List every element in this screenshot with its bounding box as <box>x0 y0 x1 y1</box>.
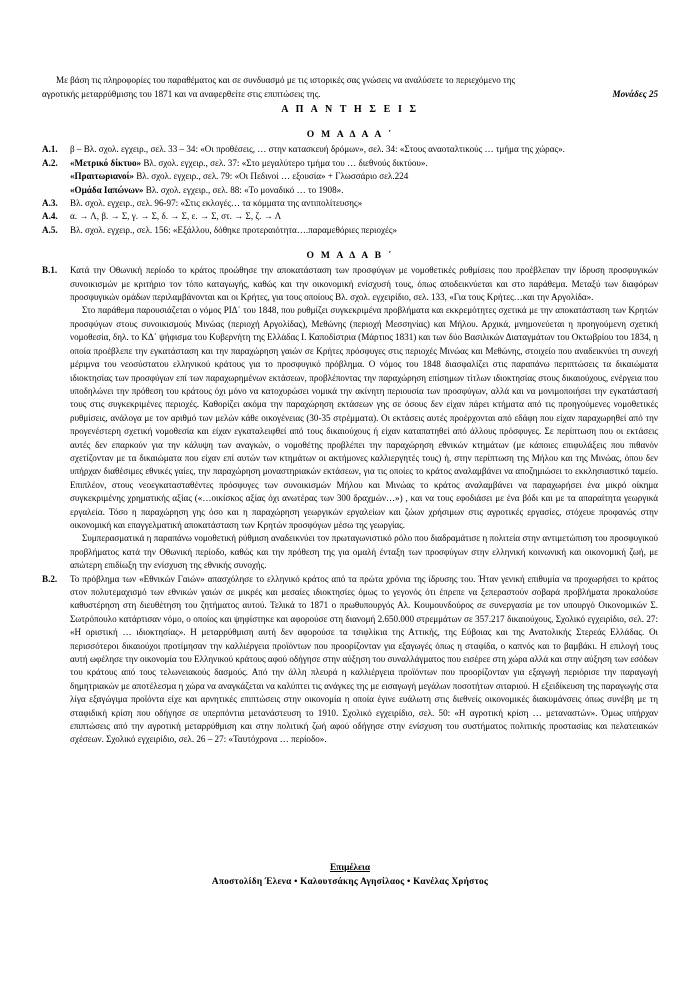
intro-line-2: αγροτικής μεταρρύθμισης του 1871 και να αναφερθείτε στις επιπτώσεις της. <box>42 89 321 100</box>
answer-label-a5: Α.5. <box>42 224 58 235</box>
intro-line-1: Με βάση τις πληροφορίες του παραθέματος και σε συνδυασμό με τις ιστορικές σας γνώσεις να αναλύσετε το περιεχόμενο της <box>56 75 516 85</box>
answer-a2-sub1-rest: Βλ. σχολ. εγχειρ., σελ. 79: «Οι Πεδινοί … εξουσία» + Γλωσσάριο σελ.224 <box>133 171 409 182</box>
answer-label-a4: Α.4. <box>42 211 58 222</box>
answer-item-a2-sub-2 <box>42 184 658 197</box>
answer-item-a2 <box>42 157 658 170</box>
units-label: Μονάδες 25 <box>612 89 658 100</box>
answer-item-a3 <box>42 197 658 210</box>
answer-label-b1: Β.1. <box>42 265 58 276</box>
answer-body-b1 <box>70 264 658 572</box>
answer-a2-sub1-term: «Πραιτωριανοί» <box>70 171 134 182</box>
answer-item-a5 <box>42 224 658 237</box>
answer-item-a2-sub-1 <box>42 170 658 183</box>
answer-label-a2: Α.2. <box>42 157 58 168</box>
answers-heading: Α Π Α Ν Τ Η Σ Ε Ι Σ <box>281 104 419 116</box>
answer-text-a5: Βλ. σχολ. εγχειρ., σελ. 156: «Εξάλλου, δόθηκε προτεραιότητα….παραμεθόριες περιοχές» <box>70 224 398 235</box>
answer-text-a3: Βλ. σχολ. εγχειρ., σελ. 96-97: «Στις εκλογές… τα κόμματα της αντιπολίτευσης» <box>70 198 363 209</box>
answer-label-a1: Α.1. <box>42 144 58 155</box>
footer-title: Επιμέλεια <box>329 863 371 873</box>
answer-a2-sub2-rest: Βλ. σχολ. εγχειρ., σελ. 88: «Το μοναδικό … το 1908». <box>143 184 344 195</box>
b1-paragraph-3: Συμπερασματικά η παραπάνω νομοθετική ρύθμιση αναδεικνύει τον πρωταγωνιστικό ρόλο που διαδραμάτισε η πολιτεία στην αντιμετώπιση του προσφυγικού προβλήματος κατά την Οθωνική περίοδο, καθώς και την πρόθεση της για ομαλή ένταξη των προσφύγων στην ελληνική κοινωνική και οικονομική ζωή, με απώτερη επιδίωξη την ενίσχυση της εθνικής συνοχής. <box>70 533 658 571</box>
intro-line-2-row <box>42 88 658 101</box>
b1-paragraph-1: Κατά την Οθωνική περίοδο το κράτος προώθησε την αποκατάσταση των προσφύγων με νομοθετικές ρυθμίσεις που προέβλεπαν την ίδρυση προσφυγικών συνοικισμών με κριτήριο τον τόπο καταγωγής, καθώς και την οικονομική ενίσχυσή τους, όπως αποδεικνύεται και στο παράθεμα. Μεταξύ των διαφόρων προσφυγικών ομάδων περιλαμβάνονται και οι Κρήτες, για τους οποίους Βλ. σχολ. εγχειρίδιο, σελ. 133, «Για τους Κρήτες…και την Αργολίδα». <box>70 265 658 303</box>
footer <box>42 863 658 887</box>
answer-label-a3: Α.3. <box>42 198 58 209</box>
answer-text-a4: α. → Λ, β. → Σ, γ. → Σ, δ. → Σ, ε. → Σ, στ. → Σ, ζ. → Λ <box>70 211 282 222</box>
answer-a2-term: «Μετρικό δίκτυο» <box>70 157 142 168</box>
group-a-heading: Ο Μ Α Δ Α Α ΄ <box>306 129 394 141</box>
answer-a2-rest: Βλ. σχολ. εγχειρ., σελ. 37: «Στο μεγαλύτερο τμήμα του … διεθνούς δικτύου». <box>141 157 428 168</box>
answer-a2-sub2-term: «Ομάδα Ιαπώνων» <box>70 184 144 195</box>
answer-item-b2 <box>42 573 658 747</box>
answer-item-b1 <box>42 264 658 572</box>
b1-paragraph-2: Στο παράθεμα παρουσιάζεται ο νόμος ΡΙΔ΄ του 1848, που ρυθμίζει συγκεκριμένα προβλήματα και εκκρεμότητες σχετικά με την αποκατάσταση των Κρητών προσφύγων στους συνοικισμούς Μινώας (περιοχή Αργολίδας), Μεθώνης (περιοχή Μεσσηνίας) και Μήλου. Αρχικά, μνημονεύεται η προηγούμενη σχετική νομοθεσία, δηλ. το ΚΔ΄ ψήφισμα του Κυβερνήτη της Ελλάδας Ι. Καποδίστρια (Μάρτιος 1831) και των δύο Βασιλικών Διαταγμάτων του Οκτωβρίου του 1834, η οποία προέβλεπε την εγκατάσταση και την παραχώρηση γαιών σε Κρήτες πρόσφυγες στις περιοχές Μινώας και Μεθώνης, στοιχείο που αναδεικνύει τη συνεχή μέριμνα του νεοσύστατου ελληνικού κράτους για το προσφυγικό πρόβλημα. Ο νόμος του 1848 διασφαλίζει στις παραπάνω περιπτώσεις τα δικαιώματα ιδιοκτησίας των προσφύγων επί των παραχωρημένων εκτάσεων, προβλέποντας την παραχώρηση επίσημων τίτλων ιδιοκτησίας στους δικαιούχους, ενέργεια που υποδηλώνει την πρόθεση του κράτους όχι μόνο να κατοχυρώσει νομικά την ακίνητη περιουσία των προσφύγων, αλλά και να μονιμοποιήσει την εγκατάστασή τους στις συγκεκριμένες περιοχές. Καθορίζει ακόμα την παραχώρηση εκτάσεων γης σε όσους δεν είχαν πάρει κτήματα από τις προηγούμενες νομοθετικές ρυθμίσεις, ανάλογα με τον αριθμό των μελών κάθε οικογένειας (30-35 στρέμματα). Οι εκτάσεις αυτές προέρχονται από εδάφη που είχαν παραχωρηθεί από την προγενέστερη σχετική νομοθεσία και είχαν εγκαταλειφθεί από τους δικαιούχους ή είχαν καταπατηθεί από άλλους πρόσφυγες. Σε περίπτωση που οι εκτάσεις αυτές δεν επαρκούν για την κάλυψη των αναγκών, ο νομοθέτης προβλέπει την παραχώρηση εθνικών κτημάτων (με κάποιες επιφυλάξεις που πιθανόν σχετίζονταν με τα δικαιώματα που είχαν επί αυτών των κτημάτων οι ακτήμονες καλλιεργητές τους) ή, στην περίπτωση της Μήλου και της Μινώας, όπου δεν υπήρχαν διαθέσιμες εθνικές γαίες, την παραχώρηση μοναστηριακών εκτάσεων, για τις οποίες το κράτος αναλαμβάνει να αποζημιώσει το εκκλησιαστικό ταμείο. Επιπλέον, στους νεοεγκατασταθέντες πρόσφυγες των συνοικισμών Μήλου και Μινώας το κράτος αναλαμβάνει να παραχωρήσει ένα μικρό οίκημα συγκεκριμένης χρηματικής αξίας («…οικίσκος αξίας όχι ανωτέρας των 300 δραχμών…») , και να τους εφοδιάσει με ένα βόδι και με τα απαραίτητα γεωργικά εργαλεία. Τόσο η παραχώρηση γης όσο και η παραχώρηση γεωργικών εργαλείων και ζώων χρήσιμων στις αγροτικές εργασίες, στόχευε προφανώς στην οικονομική και επαγγελματική αποκατάσταση των Κρητών προσφύγων μέσω της γεωργίας. <box>70 305 658 530</box>
group-b-heading: Ο Μ Α Δ Α Β ΄ <box>306 250 394 262</box>
answer-text-a1: β – Βλ. σχολ. εγχειρ., σελ. 33 – 34: «Οι προθέσεις, … στην κατασκευή δρόμων», σελ. 34: «Στους αναοταλτικούς … τμήμα της χώρας». <box>70 144 565 155</box>
answer-item-a4 <box>42 210 658 223</box>
footer-names: Αποστολίδη Έλενα • Καλουτσάκης Αγησίλαος • Κανέλας Χρήστος <box>211 877 489 887</box>
answer-item-a1 <box>42 143 658 156</box>
answer-body-b2 <box>70 573 658 747</box>
answer-text-a2 <box>70 157 658 170</box>
answer-label-b2: Β.2. <box>42 573 58 584</box>
document-content <box>42 74 658 747</box>
b2-paragraph-1: Το πρόβλημα των «Εθνικών Γαιών» απασχόλησε το ελληνικό κράτος από τα πρώτα χρόνια της ίδρυσης του. Ήταν γενική επιθυμία να προχωρήσει το κράτος στον πολυτεμαχισμό των εθνικών γαιών σε μικρές και μεσαίες ιδιοκτησίες όμως το γεγονός ότι έπρεπε να ξεπεραστούν σοβαρά προβλήματα προκαλούσε καθυστέρηση στη διευθέτηση του ζητήματος αυτού. Τελικά το 1871 ο πρωθυπουργός Αλ. Κουμουνδούρος σε συνεργασία με τον υπουργό Οικονομικών Σ. Σωτρόπουλο κατάρτισαν νόμο, ο οποίος και ψηφίστηκε και αφορούσε στη διανομή 2.650.000 στρεμμάτων σε 357.217 δικαιούχους, Σχολικό εγχειρίδιο, σελ. 27: «Η οριστική … ιδιοκτησίας». Η μεταρρύθμιση αυτή δεν αφορούσε τα τσιφλίκια της Αττικής, της Εύβοιας και της Ανατολικής Στερεάς Ελλάδας. Οι περισσότεροι δικαιούχοι προτίμησαν την καλλιέργεια προϊόντων που προορίζονταν για εξαγωγές όπως η σταφίδα, ο καπνός και το βαμβάκι. Η επιλογή τους αυτή ωφέλησε την οικονομία του Ελληνικού κράτους αφού οδήγησε στην αύξηση του συναλλάγματος που εισέρεε στη χώρα αλλά και στην αύξηση των εσόδων του κράτους από τους τελωνειακούς δασμούς. Από την άλλη πλευρά η καλλιέργεια προϊόντων που προορίζονταν για εξαγωγή περιόρισε την παραγωγή δημητριακών με αποτέλεσμα η χώρα να αναγκάζεται να καλύπτει τις ανάγκες της με εισαγωγή μεγάλων ποσοτήτων σιταριού. Η εξειδίκευση της παραγωγής στα λίγα εξαγώγιμα προϊόντα είχε και αρνητικές επιπτώσεις στην οικονομία η οποία έγινε ευάλωτη στις διεθνείς οικονομικές διακυμάνσεις όπως συνέβη με τη σταφιδική κρίση που οδήγησε σε υπερπόντια μετανάστευση το 1910. Σχολικό εγχειρίδιο, σελ. 50: «Η αγροτική κρίση … μεταναστών». Όμως υπήρχαν επιπτώσεις από την αγροτική μεταρρύθμιση και στην πολιτική ζωή αφού οδήγησε στην ενίσχυση του συστήματος πολιτικής προστασίας και πελατειακών σχέσεων. Σχολικό εγχειρίδιο, σελ. 26 – 27: «Ταυτόχρονα … περίοδο». <box>70 573 658 745</box>
